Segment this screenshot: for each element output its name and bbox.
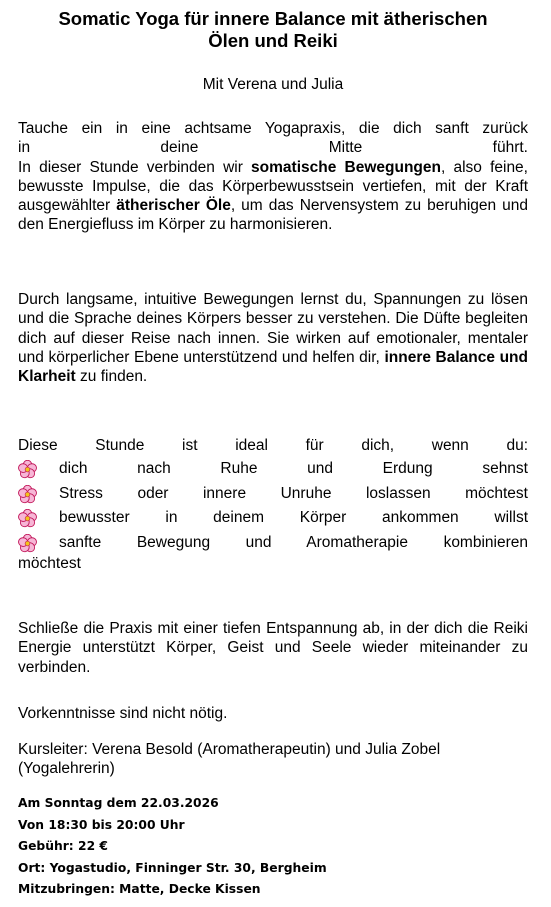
- title-line-1: Somatic Yoga für innere Balance mit ätherischen: [58, 8, 488, 29]
- subtitle: Mit Verena und Julia: [202, 76, 344, 93]
- second-paragraph: [18, 290, 528, 386]
- second-text-1: Durch langsame, intuitive Bewegungen lernst du, Spannungen zu lösen und die Sprache deines Körpers besser zu verstehen. Die Düfte begleiten dich auf dieser Reise nach innen. Sie wirken auf emotionaler, mentaler und körperlicher Ebene unterstützend und helfen dir,: [18, 291, 528, 366]
- list-intro: [18, 435, 528, 457]
- cherry-blossom-icon: [18, 534, 37, 553]
- event-location: Ort: Yogastudio, Finninger Str. 30, Bergheim: [18, 860, 327, 875]
- second-text-2: zu finden.: [75, 368, 148, 386]
- cherry-blossom-icon: [18, 485, 37, 504]
- intro-bold-2: ätherischer Öle: [116, 197, 231, 215]
- intro-paragraph: [18, 119, 528, 235]
- ideal-for-list: [18, 435, 528, 556]
- event-date: Am Sonntag dem 22.03.2026: [18, 796, 219, 810]
- event-details: [18, 793, 528, 901]
- list-item-text: dich nach Ruhe und Erdung sehnst: [59, 460, 528, 477]
- list-item-text: sanfte Bewegung und Aromatherapie kombinieren: [59, 534, 528, 552]
- event-time: Von 18:30 bis 20:00 Uhr: [18, 817, 185, 832]
- list-item-text: Stress oder innere Unruhe loslassen möchtest: [59, 484, 528, 502]
- cherry-blossom-icon: [18, 460, 37, 479]
- instructors: Kursleiter: Verena Besold (Aromatherapeutin) und Julia Zobel (Yogalehrerin): [18, 741, 441, 778]
- list-item: [18, 531, 528, 556]
- prerequisites: Vorkenntnisse sind nicht nötig.: [18, 705, 228, 722]
- intro-line-1: Tauche ein in eine achtsame Yogapraxis, die dich sanft zurück: [18, 120, 528, 137]
- page-title: [18, 8, 528, 52]
- closing-paragraph: Schließe die Praxis mit einer tiefen Entspannung ab, in der dich die Reiki Energie unterstützt Körper, Geist und Seele wieder miteinander zu verbinden.: [18, 620, 528, 676]
- title-line-2: Ölen und Reiki: [208, 30, 338, 51]
- intro-text-3: , um das Nervensystem zu beruhigen und den Energiefluss im Körper zu harmonisieren.: [18, 197, 529, 234]
- intro-line-2: in deine Mitte führt.: [18, 139, 528, 157]
- list-item-text: bewusster in deinem Körper ankommen willst: [59, 509, 528, 527]
- event-fee: Gebühr: 22 €: [18, 839, 108, 853]
- list-item: [18, 506, 528, 531]
- intro-text-1: In dieser Stunde verbinden wir: [18, 158, 252, 176]
- second-bold: innere Balance und Klarheit: [18, 348, 528, 386]
- event-bring: Mitzubringen: Matte, Decke Kissen: [18, 882, 261, 896]
- list-item: [18, 482, 528, 507]
- list-item-continuation: möchtest: [18, 555, 81, 572]
- intro-text-2: , also feine, bewusste Impulse, die das Körperbewusstsein vertiefen, mit der Kraft ausgewählter: [18, 158, 528, 215]
- list-item: [18, 457, 528, 482]
- intro-bold-1: somatische Bewegungen: [251, 158, 441, 176]
- cherry-blossom-icon: [18, 509, 37, 528]
- list-intro-text: Diese Stunde ist ideal für dich, wenn du:: [18, 436, 528, 454]
